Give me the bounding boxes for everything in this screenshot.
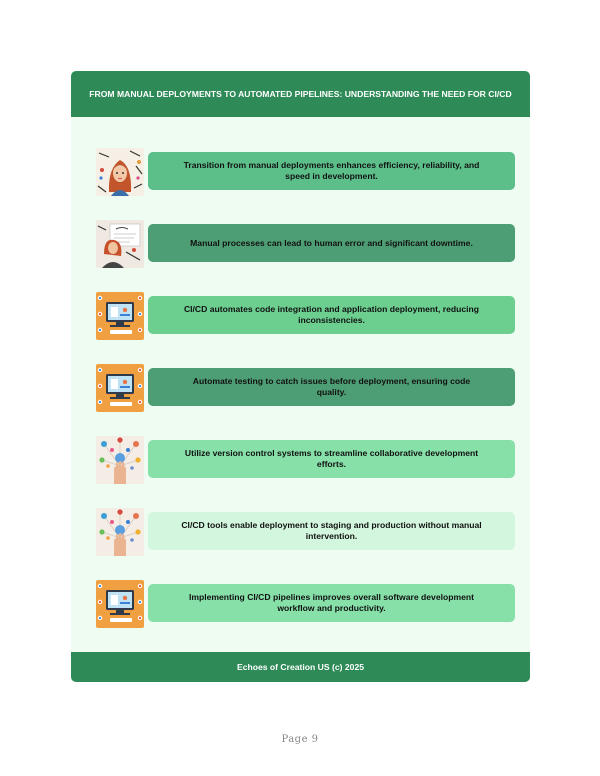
item-text: Manual processes can lead to human error and significant downtime. xyxy=(148,224,515,262)
item-text: CI/CD tools enable deployment to staging and production without manual intervention. xyxy=(148,512,515,550)
list-item xyxy=(96,220,516,268)
footer-credit: Echoes of Creation US (c) 2025 xyxy=(71,652,530,682)
item-text: Implementing CI/CD pipelines improves overall software development workflow and productivity. xyxy=(148,584,515,622)
item-text: Transition from manual deployments enhances efficiency, reliability, and speed in development. xyxy=(148,152,515,190)
list-item xyxy=(96,508,516,556)
item-text: Utilize version control systems to streamline collaborative development efforts. xyxy=(148,440,515,478)
list-item xyxy=(96,148,516,196)
slide-card xyxy=(71,71,530,682)
list-item xyxy=(96,292,516,340)
item-text: Automate testing to catch issues before deployment, ensuring code quality. xyxy=(148,368,515,406)
woman-illustration-icon xyxy=(96,148,144,196)
list-item xyxy=(96,364,516,412)
artist-desk-icon xyxy=(96,220,144,268)
item-text: CI/CD automates code integration and application deployment, reducing inconsistencies. xyxy=(148,296,515,334)
list-item xyxy=(96,436,516,484)
hand-network-icon xyxy=(96,508,144,556)
slide-title: FROM MANUAL DEPLOYMENTS TO AUTOMATED PIPELINES: UNDERSTANDING THE NEED FOR CI/CD xyxy=(71,71,530,117)
computer-network-icon xyxy=(96,580,144,628)
computer-network-icon xyxy=(96,364,144,412)
page-number: Page 9 xyxy=(281,734,319,745)
hand-network-icon xyxy=(96,436,144,484)
list-item xyxy=(96,580,516,628)
computer-network-icon xyxy=(96,292,144,340)
